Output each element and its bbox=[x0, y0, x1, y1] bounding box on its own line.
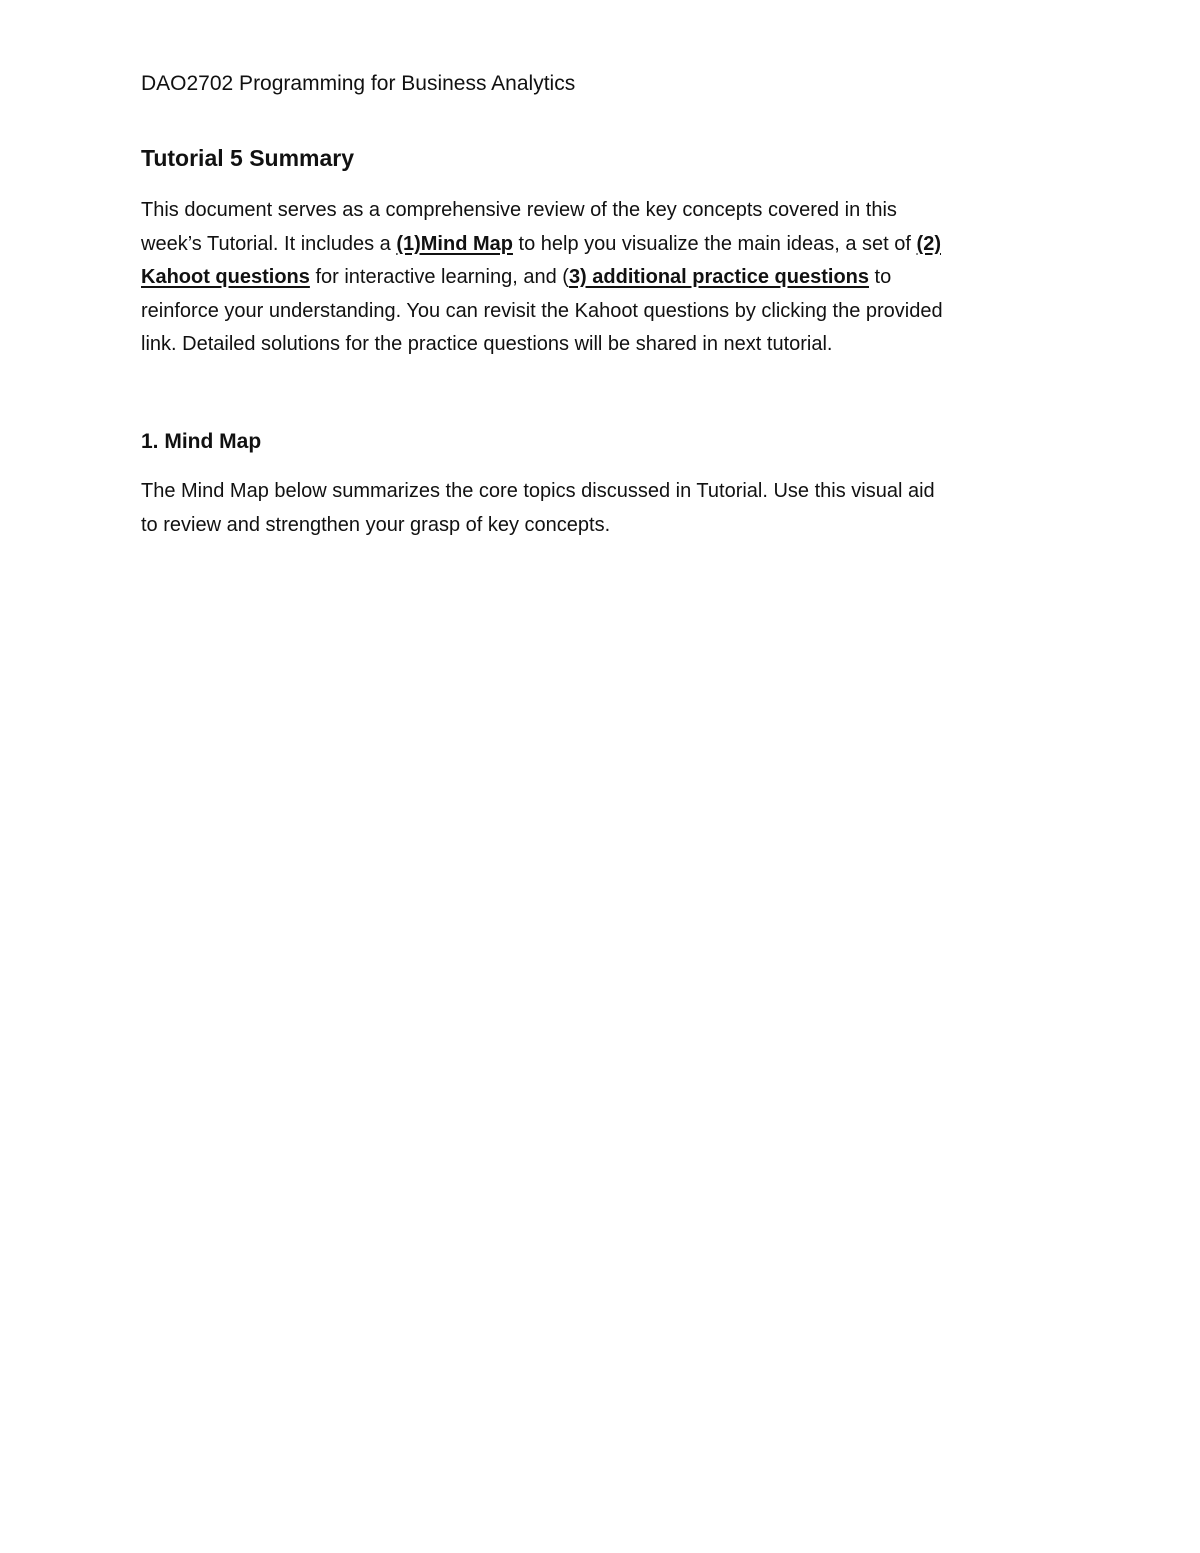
mind-map-line-1: The Mind Map below summarizes the core topics discussed in Tutorial. Use this visual aid bbox=[141, 480, 935, 502]
mind-map-paragraph bbox=[141, 475, 1061, 542]
mind-map-line-2: to review and strengthen your grasp of key concepts. bbox=[141, 513, 611, 536]
intro-text: to bbox=[869, 266, 892, 288]
intro-line-2 bbox=[141, 228, 1061, 262]
practice-questions-link[interactable]: 3) additional practice questions bbox=[568, 266, 869, 288]
mind-map-link[interactable]: (1)Mind Map bbox=[396, 232, 513, 255]
intro-paragraph bbox=[141, 194, 1061, 362]
intro-text: ( bbox=[562, 266, 569, 288]
section-heading-mind-map: 1. Mind Map bbox=[141, 430, 262, 453]
kahoot-link-number[interactable]: (2) bbox=[916, 232, 941, 255]
kahoot-questions-link[interactable]: Kahoot questions bbox=[141, 266, 310, 288]
intro-line-4: reinforce your understanding. You can revisit the Kahoot questions by clicking the provided bbox=[141, 299, 943, 322]
page-title: Tutorial 5 Summary bbox=[141, 145, 355, 171]
intro-line-3 bbox=[141, 261, 1061, 295]
intro-text: to help you visualize the main ideas, a set of bbox=[512, 232, 917, 255]
intro-line-5: link. Detailed solutions for the practice questions will be shared in next tutorial. bbox=[141, 333, 833, 355]
intro-text: for interactive learning, and bbox=[309, 266, 563, 288]
intro-line-1: This document serves as a comprehensive review of the key concepts covered in this bbox=[141, 199, 897, 221]
course-title: DAO2702 Programming for Business Analytics bbox=[141, 72, 576, 95]
intro-text: week’s Tutorial. It includes a bbox=[141, 232, 397, 255]
